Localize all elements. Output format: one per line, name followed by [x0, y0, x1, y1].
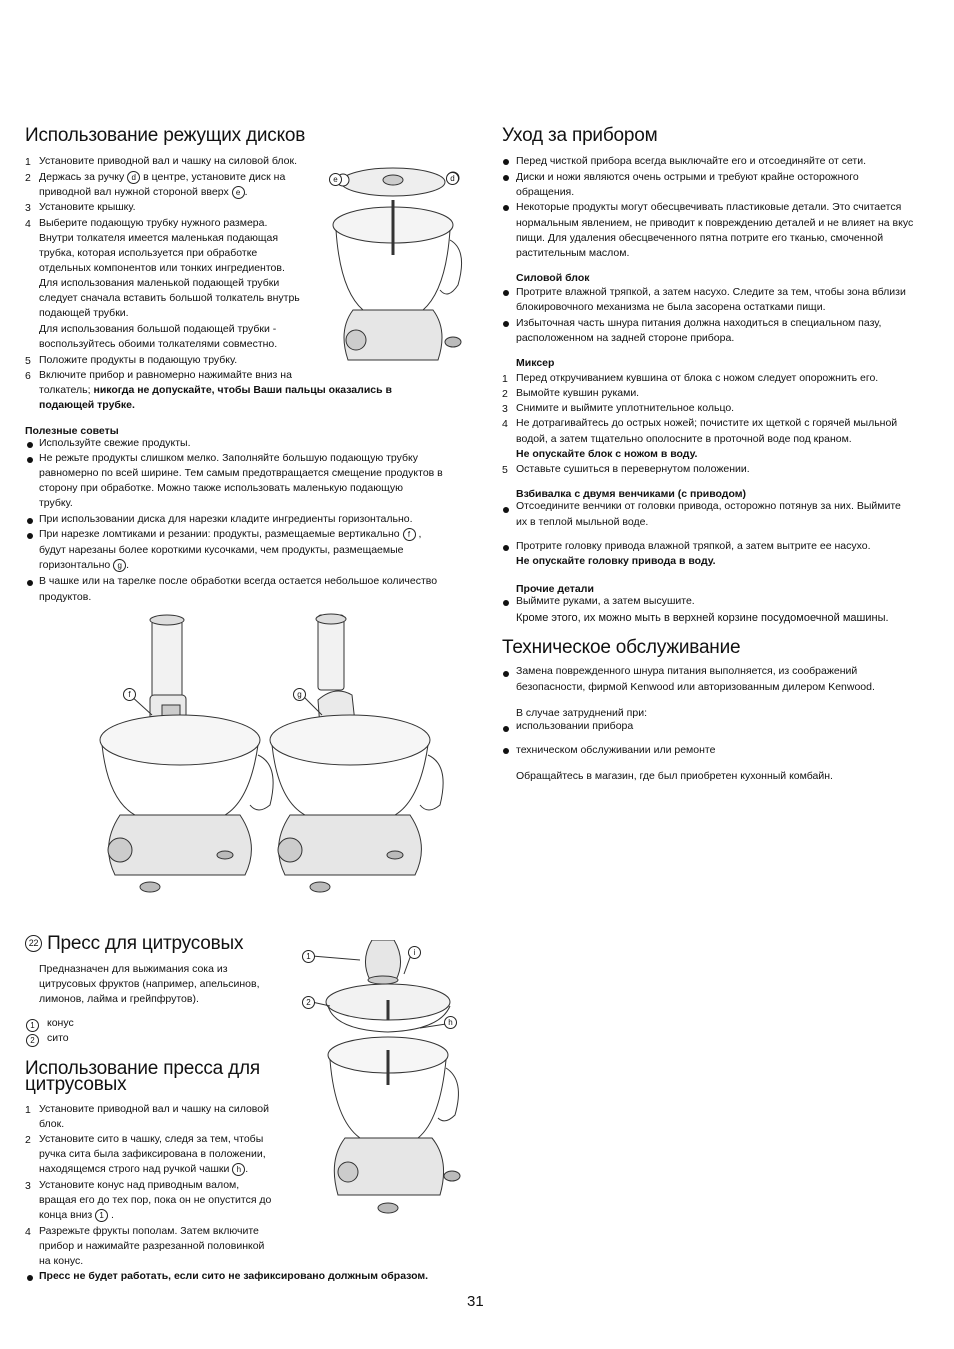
- step-num: 1: [25, 156, 31, 168]
- label-e-marker: e: [232, 186, 245, 199]
- other-title: Прочие детали: [516, 583, 594, 595]
- mixer-text: Вымойте кувшин руками.: [516, 387, 640, 399]
- mixer-title: Миксер: [516, 357, 555, 369]
- label-f: f: [123, 688, 136, 701]
- power-text: блокировочного механизма не была засорена остатками пищи.: [516, 301, 826, 313]
- service-text: Замена поврежденного шнура питания выполняется, из соображений: [516, 665, 858, 677]
- tip-text: При нарезке ломтиками и резании: продукты, размещаемые вертикально f ,: [39, 528, 422, 540]
- bullet: [503, 159, 509, 165]
- step-num: 2: [25, 1134, 31, 1146]
- label-f-marker: f: [403, 528, 416, 541]
- mixer-text: Снимите и выймите уплотнительное кольцо.: [516, 402, 735, 414]
- label-h-marker: h: [232, 1163, 245, 1176]
- bullet: [27, 533, 33, 539]
- power-title: Силовой блок: [516, 272, 590, 284]
- step-num: 4: [25, 1226, 31, 1238]
- step-num: 2: [25, 172, 31, 184]
- mixer-text: Не дотрагивайтесь до острых ножей; почистите их щеткой с горячей мыльной: [516, 417, 898, 429]
- warning-text: Не опускайте головку привода в воду.: [516, 555, 716, 567]
- whisk-title: Взбивалка с двумя венчиками (с приводом): [516, 488, 746, 500]
- tip-text: При использовании диска для нарезки кладите ингредиенты горизонтально.: [39, 513, 413, 525]
- whisk-text: их в теплой мыльной воде.: [516, 516, 649, 528]
- power-text: Избыточная часть шнура питания должна находиться в специальном пазу,: [516, 317, 882, 329]
- service-text-part: Kenwood или авторизованным дилером Kenwood.: [630, 681, 875, 693]
- step-text: [39, 383, 392, 398]
- heading-use-citrus: цитрусовых: [25, 1074, 127, 1095]
- bullet: [503, 600, 509, 606]
- other-text: Кроме этого, их можно мыть в верхней корзине посудомоечной машины.: [516, 612, 889, 624]
- mixer-text: водой, а затем тщательно ополосните в проточной воде под краном.: [516, 433, 852, 445]
- citrus-press-illustration: [300, 940, 470, 1215]
- step-text: Установите сито в чашку, следя за тем, чтобы: [39, 1133, 264, 1145]
- bullet: [503, 507, 509, 513]
- step-text-part: приводной вал нужной стороной вверх: [39, 186, 229, 198]
- step-num: 4: [502, 418, 508, 430]
- label-2: 2: [302, 996, 315, 1009]
- whisk-text: Отсоедините венчики от головки привода, осторожно потянув за них. Выймите: [516, 500, 901, 512]
- feed-tube-illustration: [90, 605, 460, 895]
- step-text: Установите приводной вал и чашку на силовой: [39, 1103, 269, 1115]
- care-text: Некоторые продукты могут обесцвечивать пластиковые детали. Это считается: [516, 201, 902, 213]
- label-g: g: [293, 688, 306, 701]
- step-text-part: Держась за ручку: [39, 171, 125, 183]
- step-text: вращая его до тех пор, пока он не опустится до: [39, 1194, 272, 1206]
- label-1-marker: 1: [95, 1209, 108, 1222]
- bullet: [503, 545, 509, 551]
- whisk-text: Протрите головку привода влажной тряпкой, а затем вытрите ее насухо.: [516, 540, 871, 552]
- tips-title: Полезные советы: [25, 425, 119, 437]
- step-text: Выберите подающую трубку нужного размера.: [39, 217, 268, 229]
- step-text: воспользуйтесь обоими толкателями совместно.: [39, 338, 278, 350]
- service-text: использовании прибора: [516, 720, 634, 732]
- bullet: [503, 175, 509, 181]
- step-text: Установите конус над приводным валом,: [39, 1179, 240, 1191]
- step-text: Установите крышку.: [39, 201, 136, 213]
- tip-text: будут нарезаны более короткими кусочками, чем продукты, размещаемые: [39, 544, 404, 556]
- heading-citrus-press: [25, 933, 243, 954]
- step-text: отдельных компонентов или тонких ингредиентов.: [39, 262, 285, 274]
- bullet: [27, 518, 33, 524]
- bullet: [27, 580, 33, 586]
- service-text-part: безопасности, фирмой: [516, 681, 628, 693]
- bullet: [27, 442, 33, 448]
- label-h: h: [444, 1016, 457, 1029]
- label-d: d: [446, 172, 459, 185]
- step-text: на конус.: [39, 1255, 84, 1267]
- care-text: нормальным явлением, не приводит к повреждению деталей и не влияет на вкус: [516, 217, 914, 229]
- heading-care: Уход за прибором: [502, 125, 658, 146]
- care-text: растительным маслом.: [516, 247, 630, 259]
- care-text: Перед чисткой прибора всегда выключайте его и отсоединяйте от сети.: [516, 155, 867, 167]
- heading-service: Техническое обслуживание: [502, 637, 741, 658]
- step-text: находящемся строго над ручкой чашки h .: [39, 1163, 249, 1175]
- part-label: конус: [47, 1017, 74, 1029]
- bullet: [503, 671, 509, 677]
- heading-use-citrus: Использование пресса для: [25, 1058, 260, 1079]
- step-text-part: в центре, установите диск на: [143, 171, 286, 183]
- warning-text: Пресс не будет работать, если сито не зафиксировано должным образом.: [39, 1270, 429, 1282]
- bullet: [503, 290, 509, 296]
- bullet: [27, 457, 33, 463]
- intro-text: Предназначен для выжимания сока из: [39, 963, 228, 975]
- step-text: ручка сита была зафиксирована в положении,: [39, 1148, 266, 1160]
- service-text: [516, 680, 875, 695]
- step-num: 2: [502, 388, 508, 400]
- service-text: Обращайтесь в магазин, где был приобретен кухонный комбайн.: [516, 770, 833, 782]
- power-text: Протрите влажной тряпкой, а затем насухо. Следите за тем, чтобы зона вблизи: [516, 286, 906, 298]
- mixer-text: Оставьте сушиться в перевернутом положении.: [516, 463, 750, 475]
- step-text-part: толкатель;: [39, 384, 91, 396]
- step-text: Включите прибор и равномерно нажимайте вниз на: [39, 369, 292, 381]
- label-1: 1: [302, 950, 315, 963]
- tip-text-part: При нарезке ломтиками и резании: продукты, размещаемые вертикально: [39, 528, 400, 540]
- bullet: [503, 321, 509, 327]
- step-text-part: конца вниз: [39, 1209, 93, 1221]
- part-num-1: 1: [26, 1019, 39, 1032]
- step-num: 6: [25, 370, 31, 382]
- step-text: [39, 170, 285, 185]
- warning-text: подающей трубке.: [39, 399, 135, 411]
- mixer-text: Перед откручиванием кувшина от блока с ножом следует опорожнить его.: [516, 372, 879, 384]
- step-text: Для использования маленькой подающей трубки: [39, 277, 280, 289]
- step-text: конца вниз 1 .: [39, 1209, 114, 1221]
- label-e: e: [329, 173, 342, 186]
- warning-text: Не опускайте блок с ножом в воду.: [516, 448, 698, 460]
- bullet: [503, 205, 509, 211]
- tip-text: В чашке или на тарелке после обработки всегда остается небольшое количество: [39, 575, 438, 587]
- step-num: 4: [25, 218, 31, 230]
- tip-text-part: горизонтально: [39, 559, 111, 571]
- intro-text: цитрусовых фруктов (например, апельсинов,: [39, 978, 260, 990]
- step-text: Положите продукты в подающую трубку.: [39, 354, 238, 366]
- step-text: прибор и нажимайте разрезанной половинкой: [39, 1240, 265, 1252]
- care-text: пищи. Для удаления обесцвеченного пятна потрите его тканью, смоченной: [516, 232, 884, 244]
- step-num: 3: [25, 1180, 31, 1192]
- step-num: 3: [25, 202, 31, 214]
- step-num: 1: [25, 1104, 31, 1116]
- bullet: [503, 748, 509, 754]
- step-text: Разрежьте фрукты пополам. Затем включите: [39, 1225, 259, 1237]
- label-i: i: [408, 946, 421, 959]
- step-text: следует сначала вставить большой толкатель внутрь: [39, 292, 300, 304]
- step-text: подающей трубки.: [39, 307, 129, 319]
- label-d-marker: d: [127, 171, 140, 184]
- label-g-marker: g: [113, 559, 126, 572]
- step-text: Внутри толкателя имеется маленькая подающая: [39, 232, 279, 244]
- heading-cutting-discs: Использование режущих дисков: [25, 125, 306, 146]
- step-num: 5: [25, 355, 31, 367]
- step-num: 3: [502, 403, 508, 415]
- tip-text: Используйте свежие продукты.: [39, 437, 191, 449]
- bullet: [27, 1275, 33, 1281]
- section-number: 22: [25, 935, 42, 952]
- tip-text: Не режьте продукты слишком мелко. Заполняйте большую подающую трубку: [39, 452, 418, 464]
- care-text: Диски и ножи являются очень острыми и требуют крайне осторожного: [516, 171, 859, 183]
- step-text: приводной вал нужной стороной вверх e .: [39, 186, 248, 198]
- other-text: Выймите руками, а затем высушите.: [516, 595, 695, 607]
- care-text: обращения.: [516, 186, 575, 198]
- tip-text: трубку.: [39, 497, 73, 509]
- intro-text: лимонов, лайма и грейпфрутов).: [39, 993, 199, 1005]
- step-text: трубка, которая используется при обработке: [39, 247, 258, 259]
- tip-text: сторону при обработке. Можно также использовать маленькую подающую: [39, 482, 404, 494]
- step-text: блок.: [39, 1118, 65, 1130]
- step-text: Для использования большой подающей трубки -: [39, 323, 277, 335]
- power-text: расположенном на задней стороне прибора.: [516, 332, 735, 344]
- service-text: В случае затруднений при:: [516, 707, 647, 719]
- bullet: [503, 726, 509, 732]
- tip-text: горизонтально g .: [39, 559, 130, 571]
- step-num: 5: [502, 464, 508, 476]
- tip-text: равномерно по всей ширине. Тем самым предотвращается смещение продуктов в: [39, 467, 443, 479]
- part-num-2: 2: [26, 1034, 39, 1047]
- service-text: техническом обслуживании или ремонте: [516, 744, 716, 756]
- page-number: 31: [467, 1293, 484, 1310]
- warning-text: никогда не допускайте, чтобы Ваши пальцы оказались в: [93, 384, 392, 396]
- tip-text: продуктов.: [39, 591, 92, 603]
- step-text-part: находящемся строго над ручкой чашки: [39, 1163, 230, 1175]
- step-text: Установите приводной вал и чашку на силовой блок.: [39, 155, 297, 167]
- part-label: сито: [47, 1032, 69, 1044]
- step-num: 1: [502, 373, 508, 385]
- disc-assembly-illustration: [318, 160, 468, 375]
- heading-citrus-press-text: Пресс для цитрусовых: [47, 933, 244, 954]
